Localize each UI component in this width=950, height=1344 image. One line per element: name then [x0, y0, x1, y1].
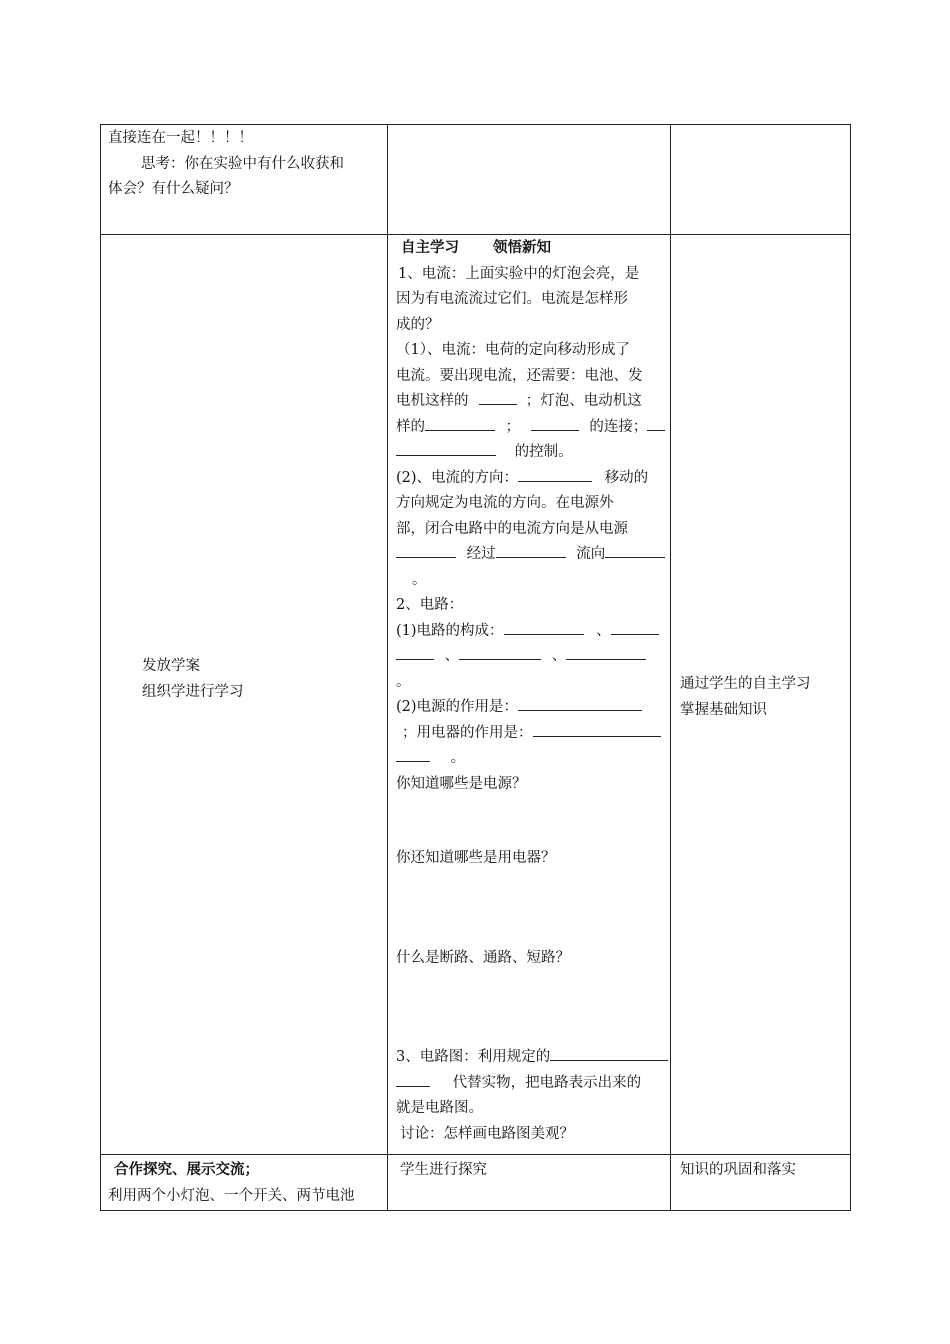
blank-component-2-start[interactable] [611, 620, 659, 635]
blank-component-4[interactable] [566, 645, 646, 660]
row2-goal-cell [680, 672, 848, 723]
load-role: ；用电器的作用是： [396, 721, 668, 747]
current-direction: (2)、电流的方向： 移动的 [396, 466, 668, 492]
current-definition-cont: 电机这样的 ；灯泡、电动机这 [396, 389, 668, 415]
load-role-cont: 。 [396, 746, 668, 772]
table-border-bottom [100, 1210, 851, 1211]
blank-through[interactable] [496, 543, 566, 558]
blank-from[interactable] [396, 543, 456, 558]
blank-load[interactable] [425, 416, 495, 431]
table-border-right [850, 124, 851, 1211]
question-3-cont: 代替实物，把电路表示出来的 [396, 1071, 668, 1097]
blank-symbols-end[interactable] [396, 1072, 430, 1087]
reflection-prompt: 思考：你在实验中有什么收获和 [141, 155, 344, 172]
blank-component-3[interactable] [459, 645, 541, 660]
blank-switch[interactable] [396, 441, 496, 456]
column-divider-1 [387, 124, 388, 1211]
question-3: 3、电路图：利用规定的 [396, 1045, 668, 1071]
lesson-plan-table [100, 124, 851, 1211]
current-definition: （1）、电流：电荷的定向移动形成了 [396, 342, 630, 358]
blank-load-role[interactable] [533, 722, 661, 737]
question-1: 1、电流：上面实验中的灯泡会亮，是 [398, 265, 640, 282]
row3-student-cell [400, 1158, 668, 1184]
power-source-role: (2)电源的作用是： [396, 695, 668, 721]
blank-component-2[interactable] [396, 645, 434, 660]
blank-switch-start[interactable] [647, 416, 665, 431]
blank-load-role-end[interactable] [396, 747, 430, 762]
blank-wire[interactable] [531, 416, 579, 431]
cooperative-heading: 合作探究、展示交流； [114, 1162, 259, 1178]
current-definition-cont: 电流。要出现电流，还需要：电池、发 [396, 367, 643, 384]
row3-teacher-cell [108, 1158, 384, 1209]
blank-to[interactable] [605, 543, 665, 558]
blank-component-1[interactable] [504, 620, 584, 635]
blank-source-role[interactable] [518, 696, 642, 711]
goal-line: 知识的巩固和落实 [680, 1162, 796, 1178]
period: 。 [396, 673, 411, 690]
row-divider-2 [100, 1154, 851, 1155]
row3-goal-cell [680, 1158, 848, 1184]
column-divider-2 [670, 124, 671, 1211]
current-direction-cont: 方向规定为电流的方向。在电源外 [396, 495, 614, 511]
ask-circuit-states: 什么是断路、通路、短路？ [396, 949, 570, 966]
discussion-prompt: 讨论：怎样画电路图美观？ [400, 1125, 574, 1142]
section-heading [396, 236, 668, 262]
row1-teacher-cell [108, 126, 384, 203]
circuit-composition-cont: 、 、 [396, 644, 668, 670]
row1-text-line: 直接连在一起！！！！ [108, 130, 253, 146]
table-border-left [100, 124, 101, 1211]
heading-self-study: 自主学习 [401, 240, 459, 256]
teacher-activity-line: 组织学进行学习 [142, 683, 244, 700]
goal-line: 通过学生的自主学习 [680, 676, 811, 692]
row-divider-1 [100, 234, 851, 235]
teacher-activity-line: 发放学案 [142, 658, 200, 674]
row2-teacher-cell [142, 654, 382, 705]
blank-power-source[interactable] [479, 390, 517, 405]
ask-loads: 你还知道哪些是用电器？ [396, 850, 556, 866]
current-definition-cont: 样的 ； 的连接； [396, 415, 668, 441]
question-1-cont: 成的？ [396, 316, 440, 333]
question-3-cont: 就是电路图。 [396, 1100, 483, 1116]
current-definition-cont: 的控制。 [396, 440, 668, 466]
current-direction-cont: 部，闭合电路中的电流方向是从电源 [396, 520, 628, 537]
heading-new-knowledge: 领悟新知 [493, 240, 551, 256]
goal-line: 掌握基础知识 [680, 701, 767, 718]
blank-symbols[interactable] [550, 1046, 668, 1061]
ask-power-sources: 你知道哪些是电源？ [396, 775, 527, 792]
question-2: 2、电路： [396, 597, 464, 613]
blank-charge-type[interactable] [518, 467, 592, 482]
circuit-composition: (1)电路的构成： 、 [396, 619, 668, 645]
cooperative-task: 利用两个小灯泡、一个开关、两节电池 [108, 1187, 355, 1204]
reflection-prompt-cont: 体会？有什么疑问？ [108, 181, 239, 197]
row2-student-cell [396, 236, 668, 1147]
student-activity: 学生进行探究 [400, 1162, 487, 1178]
table-border-top [100, 124, 851, 125]
current-direction-cont: 经过 流向 [396, 542, 668, 568]
period: 。 [412, 571, 427, 588]
question-1-cont: 因为有电流流过它们。电流是怎样形 [396, 291, 628, 307]
